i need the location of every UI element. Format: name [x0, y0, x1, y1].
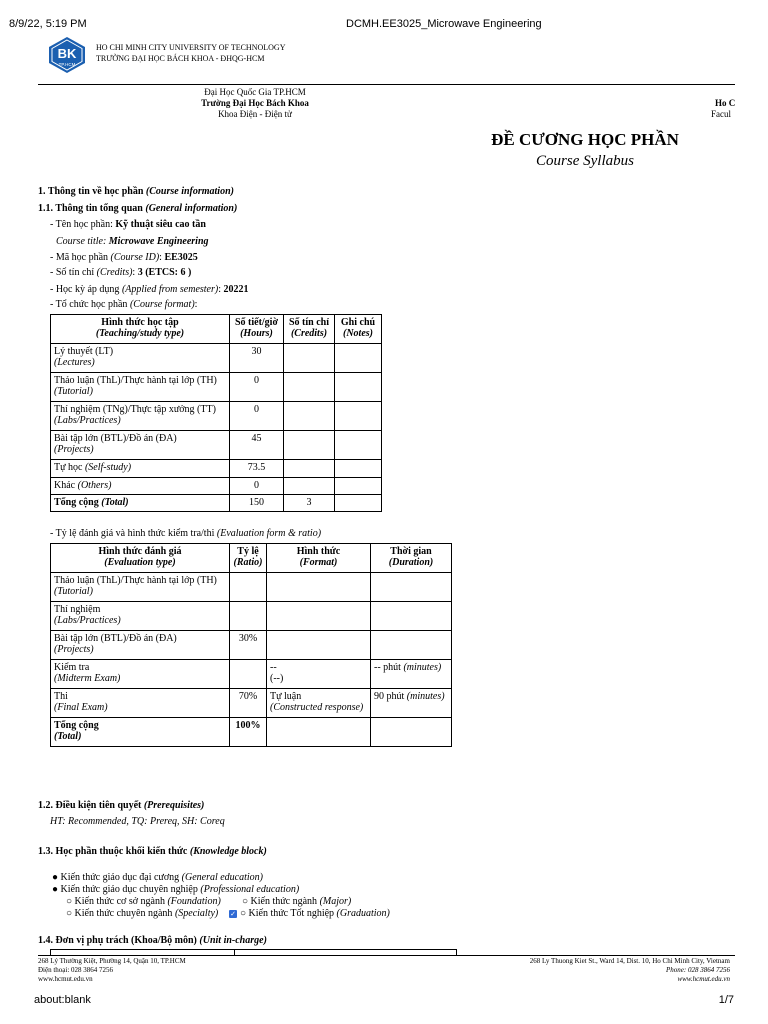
knowledge-major: ○ Kiến thức ngành (Major): [242, 896, 352, 907]
section-1-title: 1. Thông tin về học phần (Course information): [38, 186, 234, 197]
table-row: Tổng cộng (Total) 100%: [51, 718, 452, 747]
print-page-number: 1/7: [718, 994, 734, 1006]
format-header-credits: Số tín chỉ (Credits): [284, 315, 335, 344]
course-semester: - Học kỳ áp dụng (Applied from semester): 20221: [50, 284, 249, 295]
prerequisite-legend: HT: Recommended, TQ: Prereq, SH: Coreq: [50, 816, 225, 827]
course-id: - Mã học phần (Course ID): EE3025: [50, 252, 198, 263]
course-format-label: - Tổ chức học phần (Course format):: [50, 299, 198, 310]
course-name: - Tên học phần: Kỹ thuật siêu cao tần: [50, 219, 206, 230]
section-1-2-title: 1.2. Điều kiện tiên quyết (Prerequisites): [38, 800, 205, 811]
section-1-4-title: 1.4. Đơn vị phụ trách (Khoa/Bộ môn) (Unit in-charge): [38, 935, 267, 946]
table-row: Thí nghiệm (TNg)/Thực tập xưởng (TT) (Labs/Practices) 0: [51, 402, 382, 431]
svg-text:TP.HCM: TP.HCM: [58, 62, 76, 67]
org-line2: Trường Đại Học Bách Khoa: [201, 98, 309, 108]
org-line1: Đại Học Quốc Gia TP.HCM: [204, 87, 306, 97]
svg-text:BK: BK: [57, 46, 77, 61]
university-logo: [47, 36, 87, 74]
knowledge-professional: ● Kiến thức giáo dục chuyên nghiệp (Professional education): [52, 884, 300, 895]
table-row: Thí nghiệm (Labs/Practices): [51, 602, 452, 631]
org-line3: Khoa Điện - Điện tử: [218, 109, 292, 119]
knowledge-general: ● Kiến thức giáo dục đại cương (General education): [52, 872, 264, 883]
table-row: Thi (Final Exam) 70% Tự luận (Constructed response) 90 phút (minutes): [51, 689, 452, 718]
eval-header-format: Hình thức (Format): [267, 544, 371, 573]
eval-header-duration: Thời gian (Duration): [371, 544, 452, 573]
footer-rule: [38, 955, 735, 956]
knowledge-graduation: ✓ ○ Kiến thức Tốt nghiệp (Graduation): [230, 908, 390, 919]
section-1-1-title: 1.1. Thông tin tổng quan (General information): [38, 203, 238, 214]
evaluation-table: [50, 543, 452, 747]
syllabus-subtitle: Course Syllabus: [536, 153, 634, 169]
format-header-type: Hình thức học tập (Teaching/study type): [51, 315, 230, 344]
course-title: Course title: Microwave Engineering: [56, 236, 209, 247]
print-doc-title: DCMH.EE3025_Microwave Engineering: [346, 18, 542, 30]
syllabus-title: ĐỀ CƯƠNG HỌC PHẦN: [491, 130, 679, 149]
table-row: Tổng cộng (Total) 150 3: [51, 495, 382, 512]
org-right-line2: Facul: [711, 109, 731, 119]
org-right-line1: Ho C: [715, 98, 736, 108]
format-header-notes: Ghi chú (Notes): [335, 315, 382, 344]
letterhead-line2: TRƯỜNG ĐẠI HỌC BÁCH KHOA - ĐHQG-HCM: [96, 54, 265, 63]
print-url: about:blank: [34, 994, 91, 1006]
table-row: Tự học (Self-study) 73.5: [51, 460, 382, 478]
knowledge-specialty: ○ Kiến thức chuyên ngành (Specialty): [66, 908, 219, 919]
org-block: [160, 87, 350, 120]
header-rule: [38, 84, 735, 85]
table-row: Thảo luận (ThL)/Thực hành tại lớp (TH) (Tutorial) 0: [51, 373, 382, 402]
eval-header-ratio: Tỷ lệ (Ratio): [230, 544, 267, 573]
table-row: Bài tập lớn (BTL)/Đồ án (ĐA) (Projects) 30%: [51, 631, 452, 660]
letterhead-line1: HO CHI MINH CITY UNIVERSITY OF TECHNOLOGY: [96, 43, 286, 52]
knowledge-foundation: ○ Kiến thức cơ sở ngành (Foundation): [66, 896, 221, 907]
eval-header-type: Hình thức đánh giá (Evaluation type): [51, 544, 230, 573]
footer-right: 268 Ly Thuong Kiet St., Ward 14, Dist. 10, Ho Chi Minh City, Vietnam Phone: 028 3864 7256 www.hcmut.edu.vn: [529, 957, 730, 983]
course-credits: - Số tín chỉ (Credits): 3 (ETCS: 6 ): [50, 267, 192, 278]
checkbox-checked-icon: ✓: [230, 909, 236, 918]
table-row: Thảo luận (ThL)/Thực hành tại lớp (TH) (Tutorial): [51, 573, 452, 602]
table-row: Bài tập lớn (BTL)/Đồ án (ĐA) (Projects) 45: [51, 431, 382, 460]
format-header-hours: Số tiết/giờ (Hours): [230, 315, 284, 344]
course-format-table: [50, 314, 382, 512]
section-1-3-title: 1.3. Học phần thuộc khối kiến thức (Knowledge block): [38, 846, 267, 857]
evaluation-intro: - Tỷ lệ đánh giá và hình thức kiểm tra/thi (Evaluation form & ratio): [50, 528, 322, 539]
footer-left: 268 Lý Thường Kiệt, Phường 14, Quận 10, TP.HCM Điện thoại: 028 3864 7256 www.hcmut.edu.vn: [38, 957, 186, 983]
table-row: Kiểm tra (Midterm Exam) -- (--) -- phút (minutes): [51, 660, 452, 689]
print-datetime: 8/9/22, 5:19 PM: [9, 18, 87, 30]
table-row: Lý thuyết (LT) (Lectures) 30: [51, 344, 382, 373]
table-row: Khác (Others) 0: [51, 478, 382, 495]
